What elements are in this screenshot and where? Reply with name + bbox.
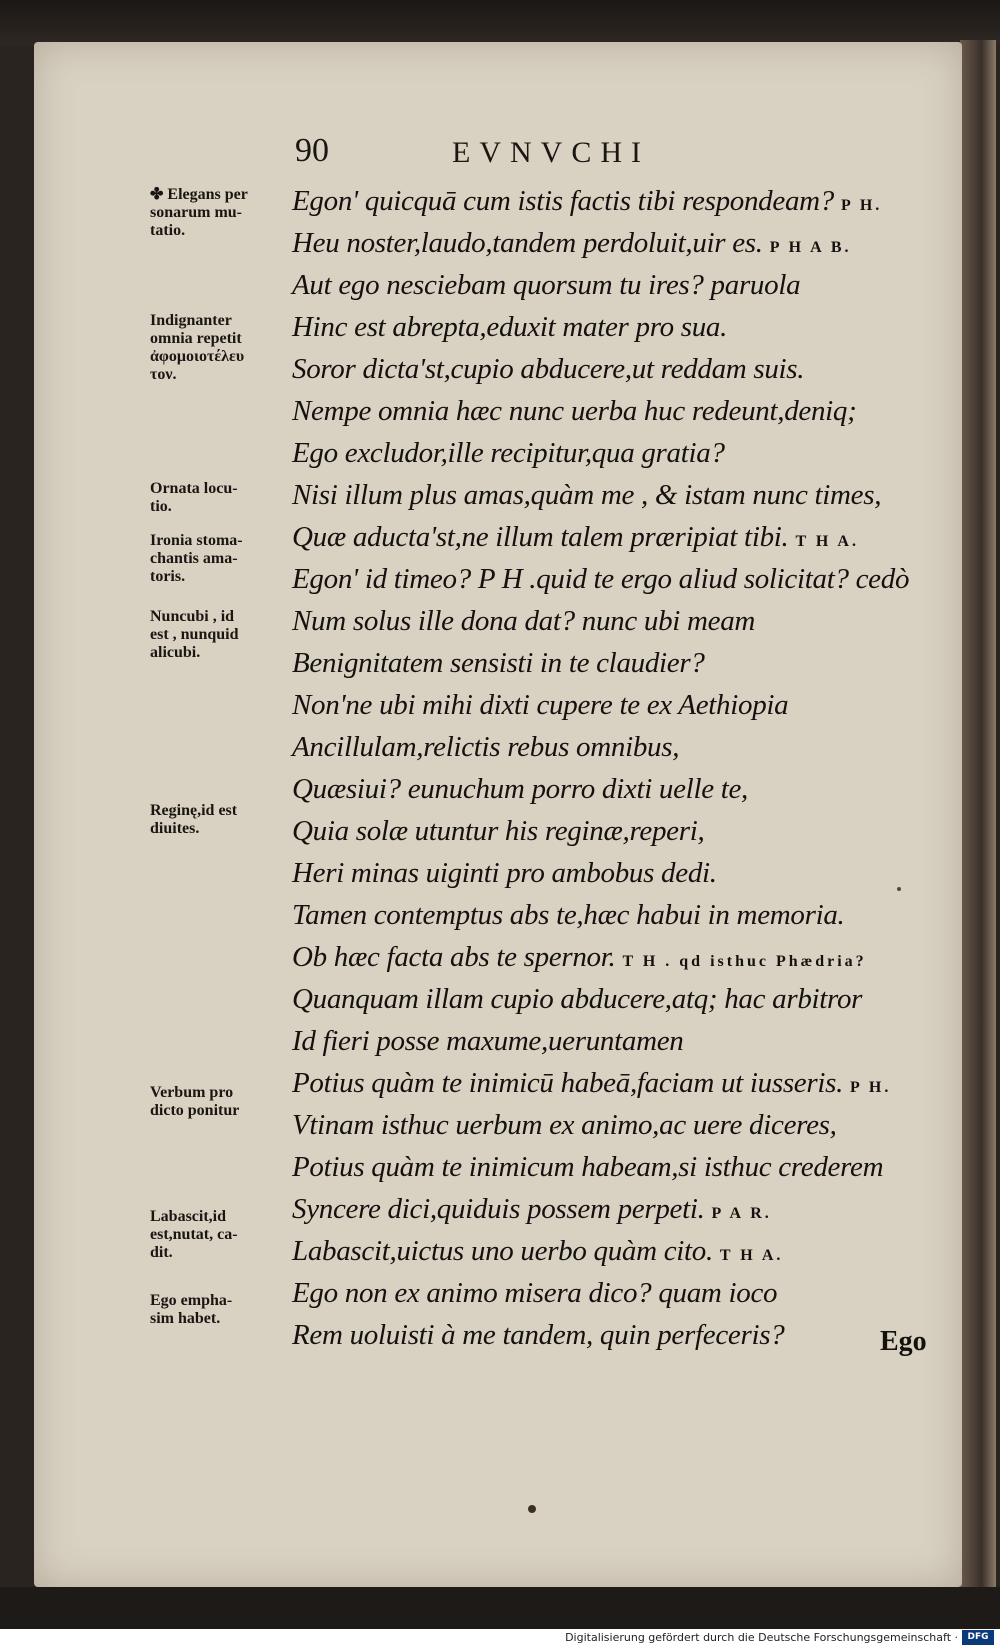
verse-line: Egon' id timeo? P H .quid te ergo aliud solicitat? cedò [292,563,910,595]
verse-line: Rem uoluisti à me tandem, quin perfeceris? [292,1319,785,1351]
margin-note: Nuncubi , id est , nunquid alicubi. [150,608,239,661]
book-page-edge [960,40,996,1600]
footer-bar [0,1629,1000,1648]
speaker-label: T H A. [719,1247,784,1264]
verse-line: Tamen contemptus abs te,hæc habui in memoria. [292,899,845,931]
margin-note: Reginę,id est diuites. [150,802,238,837]
catchword: Ego [880,1326,927,1357]
speaker-label: T H A. [795,533,859,550]
scan-bottom-margin [0,1587,1000,1629]
margin-note: Ornata locu- tio. [150,480,238,515]
verse-line: Egon' quicquā cum istis factis tibi respondeam? P H. [292,185,883,217]
speaker-label: P H. [840,197,883,214]
speaker-label: T H . qd isthuc Phædria? [622,953,867,970]
verse-line: Potius quàm te inimicum habeam,si isthuc crederem [292,1151,884,1183]
verse-line: Quia solæ utuntur his reginæ,reperi, [292,815,705,847]
verse-line: Quanquam illam cupio abducere,atq; hac arbitror [292,983,863,1015]
verse-line: Nempe omnia hæc nunc uerba huc redeunt,deniq; [292,395,857,427]
verse-line: Vtinam isthuc uerbum ex animo,ac uere diceres, [292,1109,837,1141]
verse-line: Nisi illum plus amas,quàm me , & istam nunc times, [292,479,882,511]
margin-note: Labascit,id est,nutat, ca- dit. [150,1208,238,1261]
verse-line: Heri minas uiginti pro ambobus dedi. [292,857,717,889]
verse-line: Ego non ex animo misera dico? quam ioco [292,1277,778,1309]
ink-spot [528,1505,536,1513]
verse-line: Soror dicta'st,cupio abducere,ut reddam suis. [292,353,805,385]
margin-note: ✤ Elegans per sonarum mu- tatio. [150,186,248,239]
verse-line: Quæ aducta'st,ne illum talem præripiat tibi. T H A. [292,521,859,553]
verse-line: Heu noster,laudo,tandem perdoluit,uir es. P H A B. [292,227,852,259]
verse-line: Hinc est abrepta,eduxit mater pro sua. [292,311,728,343]
verse-line: Syncere dici,quiduis possem perpeti. P A R. [292,1193,772,1225]
footer-credit: Digitalisierung gefördert durch die Deutsche Forschungsgemeinschaft · [565,1631,958,1644]
margin-note: Ego empha- sim habet. [150,1292,233,1327]
verse-line: Benignitatem sensisti in te claudier? [292,647,705,679]
page-number: 90 [295,132,329,169]
scan-top-margin [0,0,1000,45]
verse-line: Quæsiui? eunuchum porro dixti uelle te, [292,773,748,805]
verse-line: Potius quàm te inimicū habeā,faciam ut iusseris. P H. [292,1067,892,1099]
verse-line: Ob hæc facta abs te spernor. T H . qd isthuc Phædria? [292,941,867,973]
speaker-label: P A R. [711,1205,772,1222]
dfg-logo: DFG [962,1630,994,1645]
speaker-label: P H A B. [769,239,852,256]
verse-line: Num solus ille dona dat? nunc ubi meam [292,605,756,637]
verse-line: Ego excludor,ille recipitur,qua gratia? [292,437,725,469]
verse-line: Ancillulam,relictis rebus omnibus, [292,731,680,763]
running-title: EVNVCHI [452,136,650,169]
page-header [0,132,1000,176]
margin-note: Verbum pro dicto ponitur [150,1084,240,1119]
verse-line: Labascit,uictus uno uerbo quàm cito. T H A. [292,1235,784,1267]
margin-note: Ironia stoma- chantis ama- toris. [150,532,243,585]
margin-note: Indignanter omnia repetit ἀφομοιοτέλευ τον. [150,312,245,383]
verse-line: Aut ego nesciebam quorsum tu ires? paruola [292,269,801,301]
speaker-label: P H. [850,1079,892,1096]
verse-line: Non'ne ubi mihi dixti cupere te ex Aethiopia [292,689,789,721]
verse-line: Id fieri posse maxume,ueruntamen [292,1025,684,1057]
ink-spot [897,887,901,891]
